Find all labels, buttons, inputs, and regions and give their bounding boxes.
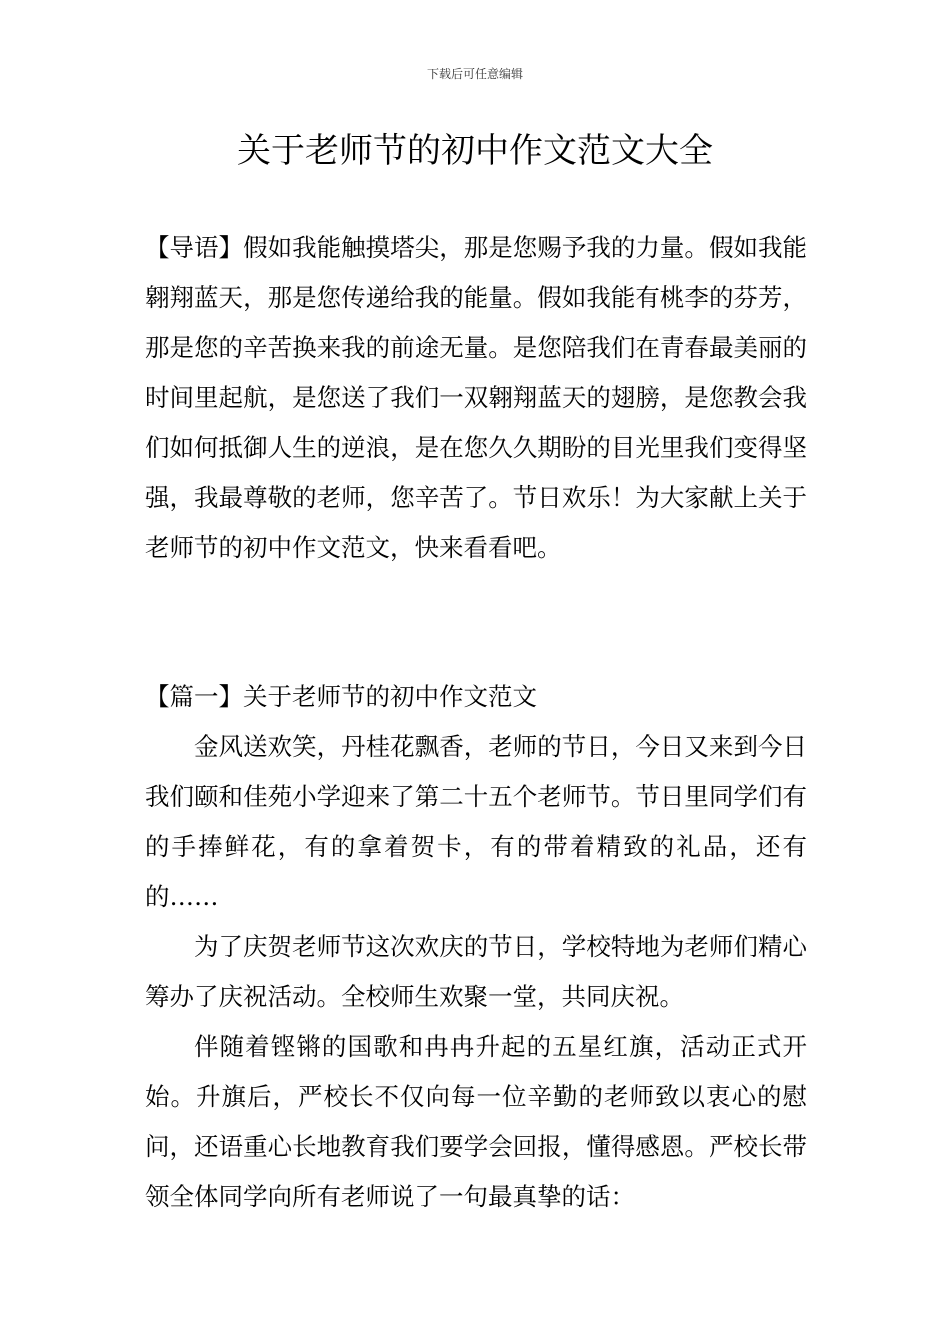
section-heading: 【篇一】关于老师节的初中作文范文: [145, 682, 537, 711]
header-note: 下载后可任意编辑: [426, 67, 523, 81]
intro-paragraph: 【导语】假如我能触摸塔尖，那是您赐予我的力量。假如我能翱翔蓝天，那是您传递给我的能量。假如我能有桃李的芬芳，那是您的辛苦换来我的前途无量。是您陪我们在青春最美丽的时间里起航，是您送了我们一双翱翔蓝天的翅膀，是您教会我们如何抵御人生的逆浪，是在您久久期盼的目光里我们变得坚强，我最尊敬的老师，您辛苦了。节日欢乐！为大家献上关于老师节的初中作文范文，快来看看吧。: [145, 233, 807, 562]
body-paragraph: 金风送欢笑，丹桂花飘香，老师的节日，今日又来到今日我们颐和佳苑小学迎来了第二十五个老师节。节日里同学们有的手捧鲜花，有的拿着贺卡，有的带着精致的礼品，还有的……: [145, 732, 807, 911]
document-title: 关于老师节的初中作文范文大全: [237, 131, 713, 171]
section-body: [145, 722, 807, 1222]
body-paragraph: 伴随着铿锵的国歌和冉冉升起的五星红旗，活动正式开始。升旗后，严校长不仅向每一位辛勤的老师致以衷心的慰问，还语重心长地教育我们要学会回报，懂得感恩。严校长带领全体同学向所有老师说了一句最真挚的话：: [145, 1032, 807, 1211]
body-paragraph: 为了庆贺老师节这次欢庆的节日，学校特地为老师们精心筹办了庆祝活动。全校师生欢聚一堂，共同庆祝。: [145, 932, 807, 1011]
